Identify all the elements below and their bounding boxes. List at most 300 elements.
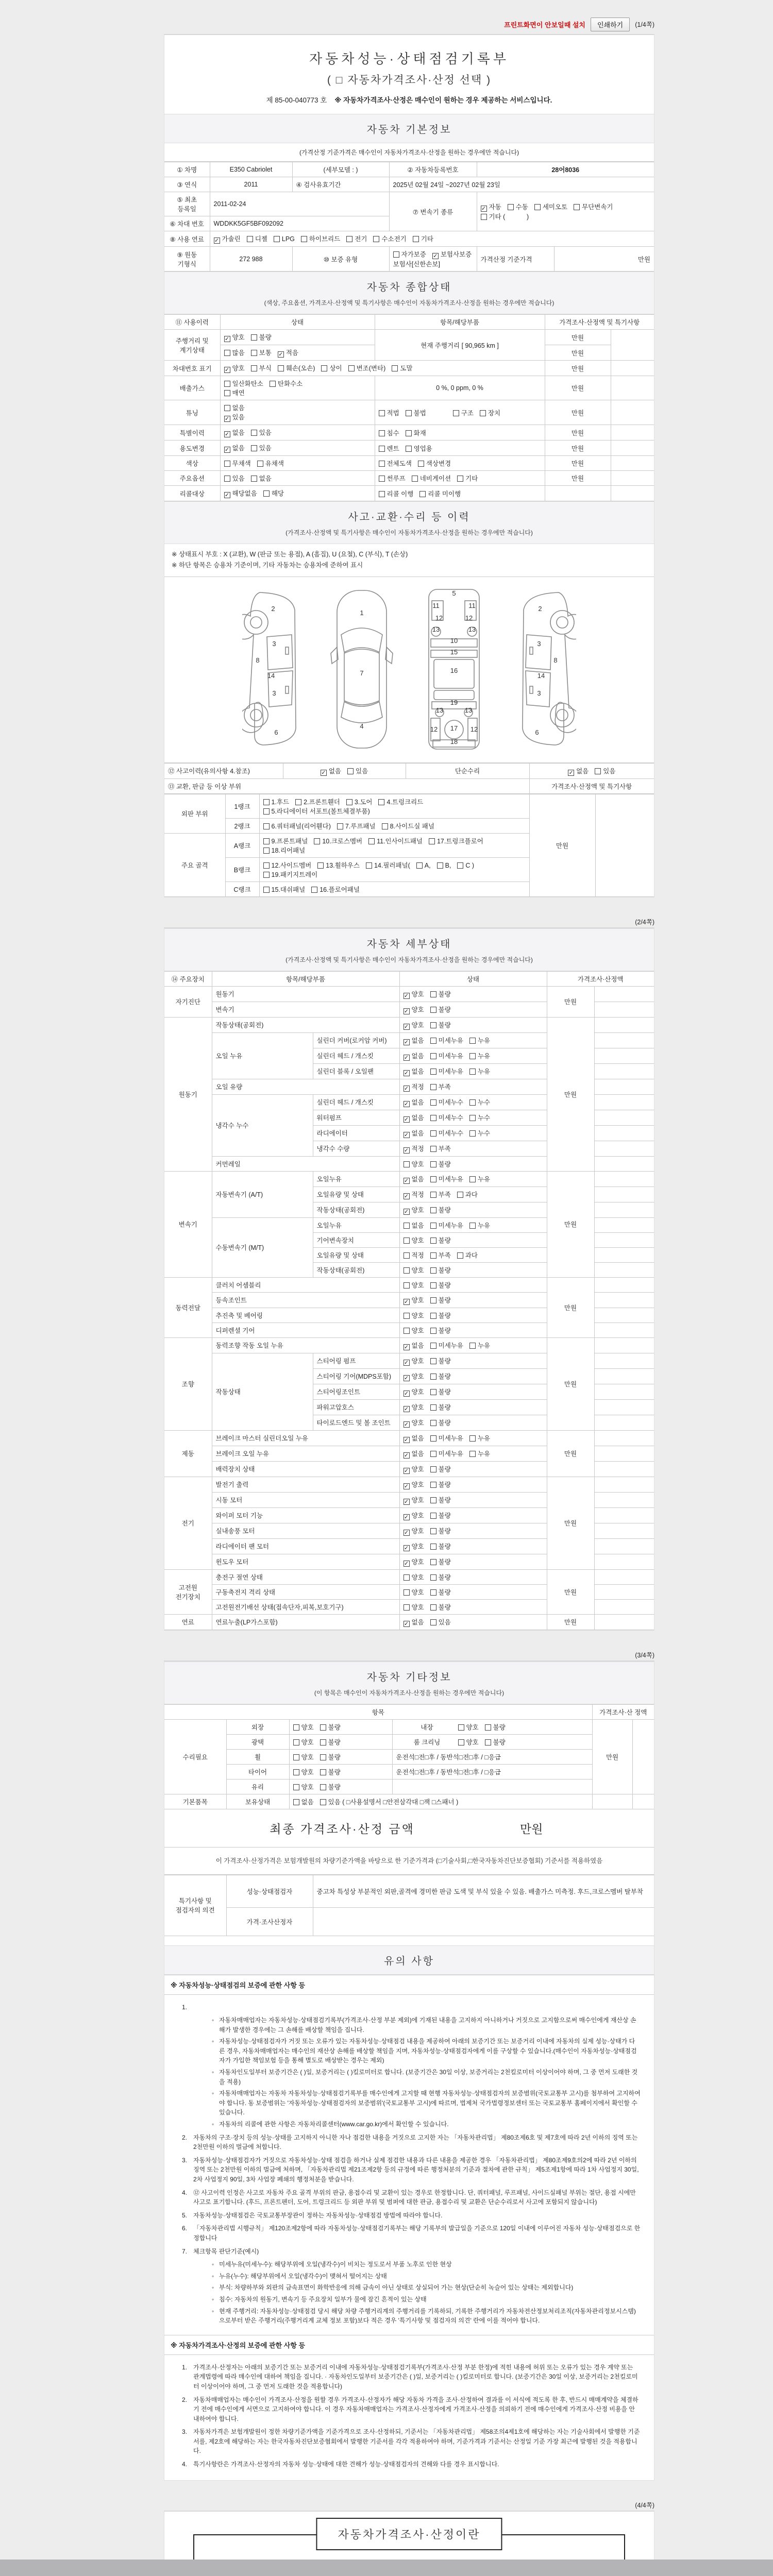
checkbox[interactable] [430,1559,436,1565]
checkbox[interactable]: ✓ [404,1023,409,1030]
checkbox[interactable] [320,1724,326,1731]
page-1 [164,34,654,897]
checkbox[interactable] [404,1238,410,1244]
option: ✓ 없음 [404,1052,424,1061]
option: ✓ 양호 [404,1512,424,1520]
checkbox[interactable] [437,862,443,869]
accident-legend: ※ 상태표시 부호 : X (교환), W (판금 또는 용접), A (흠집), U (요철), C (부식), T (손상) ※ 하단 항목은 승용차 기준이며, 기타 자동차는 승용차에 준하여 표시 [164,544,654,577]
checkbox[interactable] [263,887,270,893]
option: 누유 [469,1066,490,1076]
option: 불량 [430,1159,451,1168]
option: 불량 [430,1464,451,1473]
table-row: 구동축전지 격리 상태 양호 불량 [164,1584,654,1599]
option: 2.프론트휀더 [295,797,340,806]
checkbox[interactable] [373,236,379,242]
checkbox[interactable] [430,991,436,997]
checkbox[interactable] [430,1528,436,1534]
checkbox[interactable]: ✓ [404,1344,409,1350]
checkbox[interactable]: ✓ [404,992,409,999]
option: 불량 [430,1572,451,1582]
checkbox[interactable] [430,1404,436,1411]
checkbox[interactable] [413,236,419,242]
option: 7.루프패널 [337,821,376,831]
table-row: 배력장치 상태 ✓ 양호 불량 [164,1461,654,1477]
diagram-label: 10 [450,636,458,645]
document-header [164,35,654,114]
diagram-label: 3 [537,639,541,648]
checkbox[interactable] [430,1589,436,1596]
diagram-label: 12 [470,725,478,733]
notice-bullet: ◦ 미세누유(미세누수): 해당부위에 오일(냉각수)이 비치는 정도로서 부품 노후로 인한 현상 [212,2261,452,2268]
checkbox[interactable] [430,1130,436,1137]
checkbox[interactable] [430,1115,436,1121]
checkbox[interactable] [251,334,257,341]
diagram-label: 8 [256,656,260,664]
checkbox[interactable]: ✓ [214,238,219,244]
checkbox[interactable] [293,1724,299,1731]
checkbox[interactable] [382,823,388,829]
checkbox[interactable]: ✓ [321,769,326,776]
checkbox[interactable] [430,1223,436,1229]
checkbox[interactable] [392,365,398,371]
option: 누유 [469,1221,490,1230]
option: 화재 [406,428,426,437]
checkbox[interactable] [320,1739,326,1745]
checkbox[interactable] [311,887,317,893]
option: 기타 [413,234,433,243]
checkbox[interactable] [406,410,412,416]
option: 불량 [320,1782,341,1791]
checkbox[interactable] [430,1084,436,1090]
checkbox[interactable] [368,838,375,844]
diagram-label: 13 [435,706,444,714]
checkbox[interactable] [295,799,301,805]
checkbox[interactable]: ✓ [404,1193,409,1199]
checkbox[interactable] [406,446,412,452]
checkbox[interactable] [263,862,270,869]
table-row: 기본품목 보유상태 없음 있음 ( □사용설명서 □안전삼각대 □잭 □스패너 ) [164,1794,654,1809]
checkbox[interactable] [430,1466,436,1472]
checkbox[interactable] [485,1739,491,1745]
checkbox[interactable]: ✓ [404,1131,409,1138]
checkbox[interactable] [458,1724,464,1731]
checkbox[interactable] [320,1784,326,1790]
checkbox[interactable]: ✓ [404,1375,409,1381]
checkbox[interactable] [251,350,257,356]
checkbox[interactable]: ✓ [404,1039,409,1045]
checkbox[interactable] [457,1252,463,1259]
checkbox[interactable] [430,1192,436,1198]
checkbox[interactable]: ✓ [404,1008,409,1014]
final-price-row [164,1809,654,1848]
checkbox[interactable] [379,430,385,436]
checkbox[interactable]: ✓ [404,1359,409,1366]
checkbox[interactable] [430,1297,436,1303]
checkbox[interactable] [430,1420,436,1426]
checkbox[interactable]: ✓ [404,1054,409,1061]
checkbox[interactable] [430,1451,436,1457]
panel-table-container [164,794,654,897]
checkbox[interactable] [458,1739,464,1745]
checkbox[interactable]: ✓ [225,431,229,437]
checkbox[interactable] [430,1007,436,1013]
checkbox[interactable] [404,1282,410,1289]
checkbox[interactable] [224,405,230,411]
option: 불량 [430,1371,451,1381]
checkbox[interactable] [469,1130,476,1137]
checkbox[interactable] [251,476,257,482]
option: 불량 [430,1311,451,1320]
checkbox[interactable]: ✓ [481,206,486,212]
page-indicator-4: (4/4쪽) [635,2501,654,2509]
checkbox[interactable] [379,476,385,482]
checkbox[interactable] [430,1161,436,1167]
table-row: 스티어링조인트 ✓ 양호 불량 [164,1384,654,1399]
doc-number-line [164,94,654,105]
checkbox[interactable]: ✓ [225,367,229,373]
checkbox[interactable] [320,1754,326,1760]
option: 영업용 [406,444,432,453]
page-3 [164,1660,654,2481]
checkbox[interactable]: ✓ [404,1085,409,1092]
checkbox[interactable] [430,1252,436,1259]
checkbox[interactable]: ✓ [404,1147,409,1154]
checkbox[interactable] [263,872,270,878]
opinion-table [164,1875,654,1936]
checkbox[interactable]: ✓ [404,1436,409,1443]
checkbox[interactable] [379,446,385,452]
checkbox[interactable] [418,461,424,467]
checkbox[interactable] [404,1313,410,1319]
option: ✓ 없음 [404,1114,424,1123]
checkbox[interactable] [574,204,580,210]
option: 탄화수소 [270,379,303,388]
checkbox[interactable]: ✓ [404,1467,409,1474]
checkbox[interactable] [430,1022,436,1028]
checkbox[interactable] [404,1267,410,1274]
checkbox[interactable] [224,390,230,396]
option: 양호 [293,1722,314,1732]
notice-bullet: ◦ 현재 주행거리: 자동차성능·상태점검 당시 해당 차량 주행거리계의 주행거리를 기록하되, 기록한 주행거리가 자동차전산정보처리조직(자동차관리정보시스템)으로부터 받은 주행거리(주행거리계 교체 정보 포함)보다 적은 경우 '특기사항 및 점검자의 의견' 란에 이를 적어야 합니다. [212,2307,636,2325]
checkbox[interactable] [508,204,514,210]
checkbox[interactable] [412,476,418,482]
notice-bullet: ◦ 자동차매매업자는 자동차 자동차성능·상태점검기록부를 매수인에게 고지할 때 현행 자동차성능·상태점검자의 보증범위(국토교통부 고시)를 첨부하여 고지하여야 합니다. 동 보증범위는 '자동차성능·상태점검자의 보증범위'(국토교통부 고시)에 따르며, 법제처 국가법령정보센터 또는 국토교통부 홈페이지에서 확인할 수 있습니다. [212,2090,641,2116]
table-row: 수동변속기 (M/T) 오일누유 없음 미세누유 누유 [164,1217,654,1232]
notice-item: 5. 자동차성능·상태점검은 국토교통부장관이 정하는 자동차성능·상태점검 방법에 따라야 합니다. [182,2211,443,2219]
checkbox[interactable] [430,1574,436,1581]
option: 없음 [404,1221,424,1230]
checkbox[interactable] [430,1053,436,1059]
checkbox[interactable] [379,410,385,416]
checkbox[interactable] [469,1038,476,1044]
checkbox[interactable]: ✓ [404,1390,409,1397]
checkbox[interactable]: ✓ [225,492,229,498]
checkbox[interactable] [430,1497,436,1503]
checkbox[interactable] [320,1799,326,1805]
checkbox[interactable] [430,1238,436,1244]
checkbox[interactable]: ✓ [404,1100,409,1107]
checkbox[interactable] [430,1513,436,1519]
checkbox[interactable]: ✓ [404,1560,409,1567]
table-row: 스티어링 기어(MDPS포함) ✓ 양호 불량 [164,1368,654,1384]
checkbox[interactable]: ✓ [278,351,283,358]
overall-header: 자동차 종합상태 (색상, 주요옵션, 가격조사·산정액 및 특기사항은 매수인이 자동차가격조사·산정을 원하는 경우에만 적습니다) [164,272,654,314]
option: 보통 [251,348,272,357]
checkbox[interactable] [457,862,463,869]
checkbox[interactable] [278,365,284,371]
checkbox[interactable] [263,799,270,805]
option: ✓ 양호 [404,1296,424,1305]
option: 14.필러패널( [366,860,410,870]
checkbox[interactable] [224,461,230,467]
checkbox[interactable] [251,430,257,436]
checkbox[interactable]: ✓ [404,1545,409,1551]
checkbox[interactable] [224,350,230,356]
option: 있음 [320,1797,341,1806]
checkbox[interactable] [419,491,426,497]
page-2 [164,927,654,1631]
checkbox[interactable] [430,1099,436,1106]
checkbox[interactable]: ✓ [404,1620,409,1627]
option: 양호 [404,1265,424,1275]
checkbox[interactable] [293,1784,299,1790]
checkbox[interactable] [404,1161,410,1167]
checkbox[interactable] [430,1619,436,1625]
checkbox[interactable] [263,490,270,497]
checkbox[interactable]: ✓ [225,336,229,342]
checkbox[interactable] [469,1451,476,1457]
option: ✓ 양호 [404,1357,424,1366]
option: ✓ 없음 [568,767,589,776]
checkbox[interactable] [430,1358,436,1364]
print-button[interactable]: 인쇄하기 [591,18,630,31]
accident-history-container [164,763,654,794]
checkbox[interactable] [453,410,459,416]
checkbox[interactable] [366,862,372,869]
checkbox[interactable]: ✓ [404,1116,409,1123]
checkbox[interactable] [430,1544,436,1550]
option: LPG [274,235,295,243]
checkbox[interactable] [457,476,463,482]
checkbox[interactable] [346,799,352,805]
doc-title: 자동차성능·상태점검기록부 [309,51,510,66]
checkbox[interactable] [293,1769,299,1775]
checkbox[interactable] [378,799,384,805]
diagram-label: 7 [360,669,364,677]
option: ✓ 보험사보증 [433,251,472,259]
checkbox[interactable]: ✓ [404,1070,409,1076]
checkbox[interactable] [430,1435,436,1442]
checkbox[interactable] [430,1313,436,1319]
checkbox[interactable] [430,1207,436,1213]
checkbox[interactable] [429,838,435,844]
checkbox[interactable] [404,1574,410,1581]
checkbox[interactable] [469,1176,476,1182]
checkbox[interactable] [379,491,385,497]
checkbox[interactable] [406,430,412,436]
checkbox[interactable]: ✓ [404,1405,409,1412]
option: ✓ 양호 [404,1372,424,1381]
option: 상이 [321,363,342,372]
table-row: 2랭크 6.쿼터패널(리어휀다) 7.루프패널 8.사이드실 패널 [164,818,654,833]
checkbox[interactable] [430,1374,436,1380]
checkbox[interactable] [270,381,276,387]
checkbox[interactable] [251,445,257,451]
option: ✓ 없음 [404,1175,424,1184]
option: 과다 [457,1250,478,1260]
checkbox[interactable] [430,1328,436,1334]
option: 13.휠하우스 [317,860,360,870]
checkbox[interactable] [430,1282,436,1289]
checkbox[interactable] [534,204,541,210]
option: 불량 [430,1235,451,1245]
option: 4.트렁크리드 [378,797,423,806]
checkbox[interactable] [404,1328,410,1334]
option: 불량 [430,1265,451,1275]
table-row: 오일 누유 실린더 커버(로커암 커버) ✓ 없음 미세누유 누유 [164,1032,654,1048]
overall-table [164,314,654,501]
checkbox[interactable]: ✓ [404,1483,409,1489]
option: 장치 [480,408,500,417]
checkbox[interactable]: ✓ [433,253,438,259]
checkbox[interactable] [337,823,343,829]
option: 훼손(오손) [278,363,315,372]
checkbox[interactable] [314,838,320,844]
checkbox[interactable] [469,1069,476,1075]
checkbox[interactable] [379,461,385,467]
checkbox[interactable] [346,236,352,242]
checkbox[interactable] [404,1589,410,1596]
checkbox[interactable] [469,1053,476,1059]
checkbox[interactable]: ✓ [404,1498,409,1505]
checkbox[interactable]: ✓ [404,1514,409,1520]
option: 구조 [453,408,474,417]
option: ✓ 양호 [404,1481,424,1489]
checkbox[interactable] [595,768,601,774]
checkbox[interactable] [251,365,257,371]
option: 기타 ( ) [481,212,529,221]
checkbox[interactable] [224,381,230,387]
toolbar [164,18,654,31]
checkbox[interactable] [485,1724,491,1731]
checkbox[interactable]: ✓ [568,769,574,776]
checkbox[interactable] [404,1252,410,1259]
checkbox[interactable] [469,1115,476,1121]
option: 불량 [430,1295,451,1304]
checkbox[interactable] [469,1343,476,1349]
checkbox[interactable]: ✓ [404,1421,409,1428]
checkbox[interactable]: ✓ [225,416,229,422]
checkbox[interactable] [469,1223,476,1229]
checkbox[interactable] [404,1604,410,1611]
checkbox[interactable] [430,1343,436,1349]
checkbox[interactable] [257,461,263,467]
checkbox[interactable] [224,476,230,482]
checkbox[interactable] [430,1482,436,1488]
print-install-link[interactable]: 프린트화면이 안보일때 설치 [504,21,585,29]
checkbox[interactable]: ✓ [225,447,229,453]
checkbox[interactable] [404,1223,410,1229]
checkbox[interactable] [430,1267,436,1274]
table-row: 특기사항 및 점검자의 의견 성능·상태점검자 중고차 특성상 부분적인 외판,골격에 경미한 판금 도색 및 부식 있을 수 있음. 배출가스 미측정. 후드,크로스멤버 탈부착 [164,1875,654,1907]
checkbox[interactable] [457,1192,463,1198]
checkbox[interactable] [430,1389,436,1395]
checkbox[interactable] [321,365,327,371]
checkbox[interactable] [469,1435,476,1442]
checkbox[interactable]: ✓ [404,1208,409,1215]
option: 무채색 [224,459,251,468]
checkbox[interactable] [263,848,270,854]
checkbox[interactable] [430,1146,436,1152]
checkbox[interactable] [430,1069,436,1075]
checkbox[interactable] [263,838,270,844]
detail-table [164,971,654,1630]
diagram-label: 11 [432,601,440,609]
checkbox[interactable] [274,236,280,242]
checkbox[interactable] [393,251,399,258]
table-row: 색상 무채색 유채색 전체도색 색상변경 만원 [164,456,654,471]
option: 불량 [430,1602,451,1612]
checkbox[interactable] [481,214,487,220]
car-diagrams [164,577,654,763]
option: 있음 [430,1617,451,1626]
option: 불법 [406,408,426,417]
checkbox[interactable] [430,1604,436,1611]
table-row: 실내송풍 모터 ✓ 양호 불량 [164,1523,654,1538]
checkbox[interactable] [247,236,253,242]
table-row: 전기 발전기 출력 ✓ 양호 불량 만원 [164,1477,654,1492]
option: 양호 [293,1782,314,1791]
checkbox[interactable] [348,365,355,371]
checkbox[interactable] [301,236,307,242]
table-row: 조향 동력조향 작동 오일 누유 ✓ 없음 미세누유 누유 만원 [164,1337,654,1353]
page-indicator-3: (3/4쪽) [635,1651,654,1659]
checkbox[interactable] [293,1754,299,1760]
checkbox[interactable] [416,862,423,869]
option: 3.도어 [346,797,373,806]
option: ✓ 양호 [404,1465,424,1474]
checkbox[interactable] [293,1799,299,1805]
checkbox[interactable] [263,808,270,815]
checkbox[interactable] [320,1769,326,1775]
table-row: ⑭ 주요장치 항목/해당부품 상태 가격조사·산정액 [164,971,654,986]
checkbox[interactable]: ✓ [404,1452,409,1459]
checkbox[interactable] [293,1739,299,1745]
checkbox[interactable]: ✓ [404,1298,409,1305]
final-price-unit: 만원 [520,1822,543,1836]
diagram-label: 5 [452,589,456,597]
checkbox[interactable] [430,1176,436,1182]
table-row: 튜닝 없음 ✓ 있음 적법 불법 구조 장치 만원 [164,400,654,425]
checkbox[interactable] [469,1099,476,1106]
checkbox[interactable] [430,1038,436,1044]
option: 불량 [320,1752,341,1761]
detail-header: 자동차 세부상태 (가격조사·산정액 및 특기사항은 매수인이 자동차가격조사·산정을 원하는 경우에만 적습니다) [164,928,654,971]
table-row: 윈도우 모터 ✓ 양호 불량 [164,1554,654,1569]
option: 하이브리드 [301,234,340,243]
notice-section [164,1975,654,2480]
checkbox[interactable]: ✓ [404,1177,409,1184]
checkbox[interactable] [263,823,270,829]
table-row: 커먼레일 양호 불량 [164,1156,654,1171]
checkbox[interactable] [480,410,486,416]
checkbox[interactable] [317,862,324,869]
table-row: 라디에이터 ✓ 없음 미세누수 누수 [164,1125,654,1141]
table-row: 타이로드엔드 및 볼 조인트 ✓ 양호 불량 [164,1415,654,1430]
checkbox[interactable] [347,768,354,774]
checkbox[interactable]: ✓ [404,1529,409,1536]
table-row: 용도변경 ✓ 없음 있음 렌트 영업용 만원 [164,440,654,456]
